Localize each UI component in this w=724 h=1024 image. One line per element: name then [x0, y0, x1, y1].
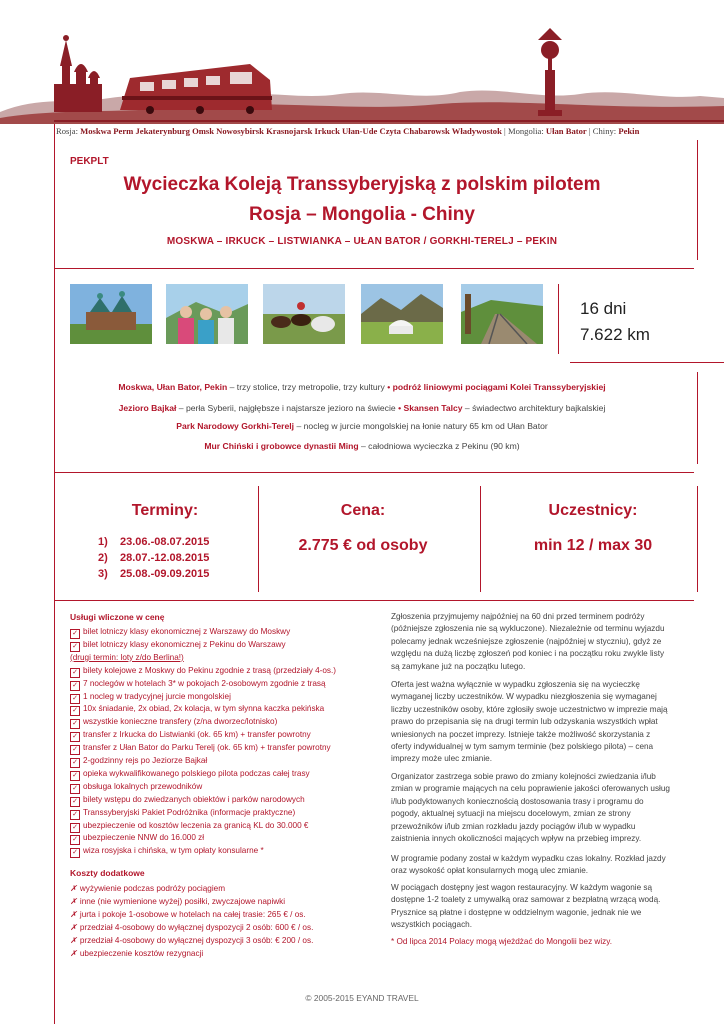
- route-cities: Moskwa Perm Jekaterynburg Omsk Nowosybirsk Krasnojarsk Irkuck Ułan-Ude Czyta Chabarowsk Władywostok: [80, 126, 502, 136]
- included-item: [70, 666, 336, 678]
- extra-item-text: przedział 4-osobowy do wyłącznej dyspozycji 2 osób: 600 € / os.: [79, 923, 314, 932]
- extra-item: [70, 883, 225, 893]
- highlight-line: Mur Chiński i grobowce dynastii Ming – całodniowa wycieczka z Pekinu (90 km): [204, 441, 520, 451]
- mongolia-label: Mongolia:: [507, 126, 544, 136]
- trip-stats: [580, 296, 700, 348]
- included-item-text: Transsyberyjski Pakiet Podróżnika (informacje praktyczne): [83, 807, 296, 817]
- footer-copyright: © 2005-2015 EYAND TRAVEL: [305, 993, 419, 1003]
- term-item: 1) 23.06.-08.07.2015: [98, 536, 210, 548]
- info-paragraph: Organizator zastrzega sobie prawo do zmiany kolejności zwiedzania i/lub zmian w programie mających na celu poprawienie jakości oferowanych usług i/lub podyktowanych koniecznością dostosowania trasy i programu do pogody, aktualnej sytuacji na miejscu docelowym, zmian ze strony przewoźników i/lub zmian rozkładu jazdy pociągów i/lub w wypadku zaistnienia innych okoliczności mających wpływ na przebieg imprezy.: [391, 772, 670, 844]
- included-heading: Usługi wliczone w cenę: [70, 612, 165, 622]
- checkbox-icon: ✓: [70, 668, 80, 678]
- cross-icon: ✗: [70, 936, 77, 945]
- page-title: Wycieczka Koleją Transsyberyjską z polskim pilotem: [123, 174, 601, 195]
- cross-icon: ✗: [70, 897, 77, 906]
- extra-item: [70, 896, 285, 906]
- highlight-line: Jezioro Bajkał – perła Syberii, najgłębsze i najstarsze jezioro na świecie • Skansen Talcy – świadectwo architektury bajkalskiej: [118, 403, 606, 413]
- extra-item: [70, 909, 306, 919]
- included-item: [70, 795, 305, 807]
- visa-footnote: * Od lipca 2014 Polacy mogą wjeżdżać do Mongolii bez wizy.: [391, 937, 613, 946]
- checkbox-icon: ✓: [70, 745, 80, 755]
- included-item-text: bilet lotniczy klasy ekonomicznej z Warszawy do Moskwy: [83, 627, 291, 636]
- frame-line: [54, 268, 694, 269]
- frame-line: [697, 372, 698, 464]
- terms-heading: Terminy:: [131, 502, 199, 519]
- checkbox-icon: ✓: [70, 681, 80, 691]
- included-item: [70, 717, 277, 729]
- checkbox-icon: ✓: [70, 719, 80, 729]
- mongolia-city: Ułan Bator: [545, 126, 587, 136]
- included-item: [70, 833, 204, 845]
- included-item: [70, 692, 231, 704]
- frame-line: [558, 284, 559, 354]
- cross-icon: ✗: [70, 884, 77, 893]
- extra-item-text: ubezpieczenie kosztów rezygnacji: [79, 949, 204, 958]
- included-item: [70, 679, 326, 691]
- included-item-text: bilety kolejowe z Moskwy do Pekinu zgodnie z trasą (przedziały 4-os.): [83, 665, 337, 675]
- participants-heading: Uczestnicy:: [548, 502, 638, 519]
- included-item-text: wszystkie konieczne transfery (z/na dworzec/lotnisko): [83, 717, 278, 727]
- included-item-text: bilet lotniczy klasy ekonomicznej z Pekinu do Warszawy: [83, 639, 286, 649]
- photo-horses: [263, 284, 345, 344]
- included-item-text: 7 noclegów w hotelach 3* w pokojach 2-osobowym zgodnie z trasą: [83, 678, 326, 688]
- extra-heading: Koszty dodatkowe: [70, 868, 145, 878]
- included-item-text: ubezpieczenie od kosztów leczenia za granicą KL do 30.000 €: [83, 820, 309, 830]
- included-item-text: ubezpieczenie NNW do 16.000 zł: [83, 833, 205, 843]
- china-city: Pekin: [618, 126, 640, 136]
- included-item: [70, 782, 202, 794]
- route-label: Rosja:: [56, 126, 78, 136]
- checkbox-icon: ✓: [70, 784, 80, 794]
- price-heading: Cena:: [340, 502, 386, 519]
- checkbox-icon: ✓: [70, 823, 80, 833]
- frame-line: [54, 124, 55, 1024]
- included-item: [70, 756, 207, 768]
- included-item: [70, 640, 286, 652]
- included-item-text: transfer z Ułan Bator do Parku Terelj (ok. 65 km) + transfer powrotny: [83, 743, 331, 753]
- price-value: 2.775 € od osoby: [298, 537, 428, 554]
- included-item-text: 10x śniadanie, 2x obiad, 2x kolacja, w tym słynna kaczka pekińska: [83, 704, 325, 714]
- photo-railway: [461, 284, 543, 344]
- frame-line: [54, 600, 694, 601]
- included-item: [70, 821, 308, 833]
- checkbox-icon: ✓: [70, 797, 80, 807]
- frame-line: [697, 486, 698, 592]
- offer-code: PEKPLT: [70, 156, 109, 167]
- china-label: Chiny:: [592, 126, 617, 136]
- highlight-line: Moskwa, Ułan Bator, Pekin – trzy stolice, trzy metropolie, trzy kultury • podróż liniowymi pociągami Kolei Transsyberyjskiej: [118, 382, 606, 392]
- included-item-text: obsługa lokalnych przewodników: [83, 781, 203, 791]
- participants-value: min 12 / max 30: [533, 537, 653, 554]
- kremlin-icon: [54, 35, 102, 112]
- included-item: [70, 704, 324, 716]
- cross-icon: ✗: [70, 949, 77, 958]
- extra-item-text: przedział 4-osobowy do wyłącznej dyspozycji 3 osób: € 200 / os.: [79, 936, 314, 945]
- photo-church: [70, 284, 152, 344]
- trip-days: 16 dni: [580, 299, 627, 318]
- extra-item: [70, 922, 313, 932]
- checkbox-icon: ✓: [70, 848, 80, 858]
- photo-yurt: [361, 284, 443, 344]
- trip-distance: 7.622 km: [580, 325, 650, 344]
- checkbox-icon: ✓: [70, 694, 80, 704]
- checkbox-icon: ✓: [70, 758, 80, 768]
- cross-icon: ✗: [70, 910, 77, 919]
- extra-item-text: wyżywienie podczas podróży pociągiem: [79, 884, 226, 893]
- extra-item-text: jurta i pokoje 1-osobowe w hotelach na całej trasie: 265 € / os.: [79, 910, 306, 919]
- checkbox-icon: ✓: [70, 732, 80, 742]
- page-subtitle: Rosja – Mongolia - Chiny: [249, 204, 475, 225]
- checkbox-icon: ✓: [70, 810, 80, 820]
- separator: |: [504, 126, 506, 136]
- train-icon: [120, 64, 272, 114]
- separator: |: [588, 126, 591, 136]
- included-item-text: wiza rosyjska i chińska, w tym opłaty konsularne *: [83, 846, 264, 856]
- route-bar: [56, 125, 720, 138]
- included-item: [70, 730, 311, 742]
- header-banner: [0, 0, 724, 124]
- included-item-text: transfer z Irkucka do Listwianki (ok. 65 km) + transfer powrotny: [83, 730, 311, 740]
- included-item-text: opieka wykwalifikowanego polskiego pilota podczas całej trasy: [83, 768, 310, 778]
- extra-item: [70, 935, 313, 945]
- term-item: 3) 25.08.-09.09.2015: [98, 568, 210, 580]
- checkbox-icon: ✓: [70, 706, 80, 716]
- extra-item: [70, 948, 203, 958]
- included-item: [70, 743, 331, 755]
- checkbox-icon: ✓: [70, 629, 80, 639]
- included-item: [70, 769, 310, 781]
- checkbox-icon: ✓: [70, 642, 80, 652]
- info-paragraph: Zgłoszenia przyjmujemy najpóźniej na 60 dni przed terminem podróży (późniejsze zgłoszenia nie są wykluczone). Niezależnie od terminu wyjazdu polecamy jednak wcześniejsze zgłoszenie (najpóźniej w styczniu), gdyż ze względu na dużą liczbę zgłoszeń pod koniec i na początku roku zwykle listy są zamykane już na początku lutego.: [391, 612, 665, 671]
- route-summary: MOSKWA – IRKUCK – LISTWIANKA – UŁAN BATOR / GORKHI-TERELJ – PEKIN: [166, 236, 558, 247]
- frame-line: [54, 472, 694, 473]
- info-paragraph: Oferta jest ważna wyłącznie w wypadku zgłoszenia się na wycieczkę wymaganej liczby uczestników. W wypadku niezgłoszenia się wymaganej liczby uczestników osoby, które zgłosiły swoje uczestnictwo w imprezie mają prawo do przepisania się na drugi termin lub odzyskania wszystkich wpłat wniesionych na poczet imprezy. Istnieje także możliwość skorzystania z oferty indywidualnej w tym samym terminie (bez polskiego pilota) – cena imprezy może ulec zmianie.: [391, 680, 668, 764]
- term-item: 2) 28.07.-12.08.2015: [98, 552, 210, 564]
- frame-line: [480, 486, 481, 592]
- included-item-text: bilety wstępu do zwiedzanych obiektów i parków narodowych: [83, 794, 305, 804]
- frame-line: [697, 140, 698, 260]
- cross-icon: ✗: [70, 923, 77, 932]
- included-item: [70, 808, 295, 820]
- included-item: [70, 846, 264, 858]
- highlight-line: Park Narodowy Gorkhi-Terelj – nocleg w jurcie mongolskiej na łonie natury 65 km od Ułan Bator: [176, 421, 548, 431]
- included-item-text: 1 nocleg w tradycyjnej jurcie mongolskiej: [83, 691, 231, 701]
- extra-item-text: inne (nie wymienione wyżej) posiłki, zwyczajowe napiwki: [79, 897, 286, 906]
- checkbox-icon: ✓: [70, 771, 80, 781]
- info-paragraph: W programie podany został w każdym wypadku czas lokalny. Rozkład jazdy oraz wysokość opłat konsularnych mogą ulec zmianie.: [391, 854, 666, 876]
- info-paragraph: W pociągach dostępny jest wagon restauracyjny. W każdym wagonie są dostępne 1-2 toalety z umywalką oraz samowar z bezpłatną wrzącą wodą. Prysznice są płatne i dostępne w oddzielnym wagonie, jednak nie we wszystkich pociągach.: [391, 883, 661, 930]
- photo-tourists: [166, 284, 248, 344]
- included-item: [70, 627, 290, 639]
- included-item-text: (drugi termin: loty z/do Berlina!): [70, 652, 184, 662]
- included-item: [70, 653, 184, 662]
- included-item-text: 2-godzinny rejs po Jeziorze Bajkał: [83, 756, 208, 765]
- checkbox-icon: ✓: [70, 835, 80, 845]
- frame-line: [570, 362, 724, 363]
